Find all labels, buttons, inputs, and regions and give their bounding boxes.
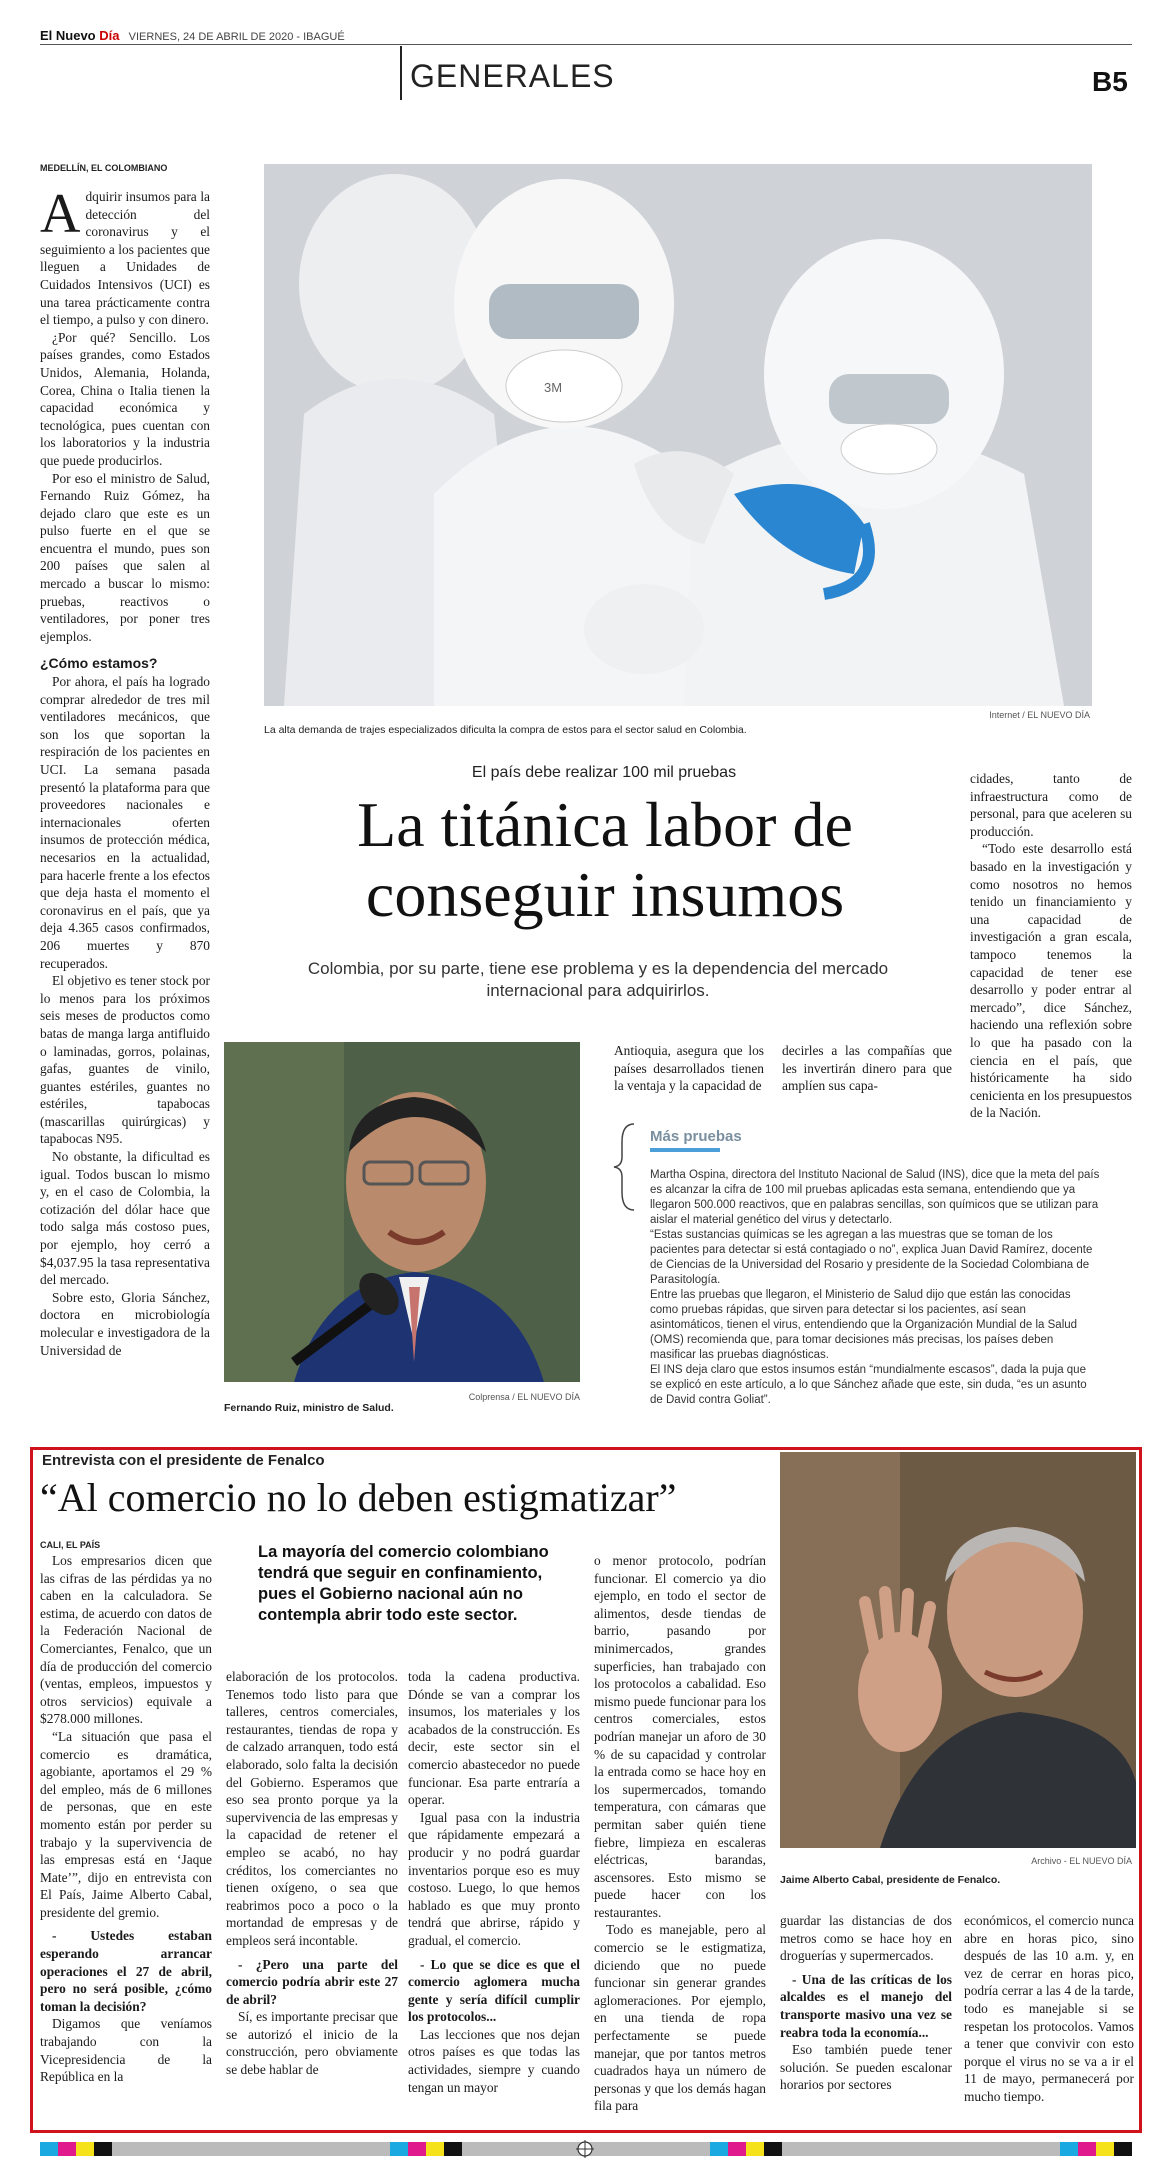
color-swatch xyxy=(728,2142,746,2156)
question: - Una de las críticas de los alcaldes es el manejo del transporte masivo una vez se reabra toda la economía... xyxy=(780,1971,952,2040)
photo-credit: Internet / EL NUEVO DÍA xyxy=(989,710,1090,720)
sidebar-box-text xyxy=(650,1168,1100,1418)
issue-date: VIERNES, 24 DE ABRIL DE 2020 - IBAGUÉ xyxy=(128,31,345,43)
photo-caption: La alta demanda de trajes especializados dificulta la compra de estos para el sector salud en Colombia. xyxy=(264,724,747,736)
paragraph: Por ahora, el país ha logrado comprar alrededor de tres mil ventiladores mecánicos, que son los que soportan la respiración de los pacientes en UCI. La semana pasada presentó la plataforma para que proveedores nacionales e internacionales oferten insumos de protección médica, necesarios en la actualidad, para hacerle frente a los efectos que deja hasta el momento el coronavirus en el país, que ya deja 4.365 casos confirmados, 206 muertes y 870 recuperados. xyxy=(40,674,210,971)
top-rule xyxy=(40,44,1132,45)
newspaper-logo: El Nuevo Día xyxy=(40,28,120,43)
interview-dateline: CALI, EL PAÍS xyxy=(40,1540,101,1550)
interview-photo-caption: Jaime Alberto Cabal, presidente de Fenalco. xyxy=(780,1874,1001,1886)
box-paragraph: “Estas sustancias químicas se les agregan a las muestras que se toman de los pacientes para detectar si está contagiado o no”, explica Juan David Ramírez, docente de Ciencias de la Universidad del Rosario y presidente de la Sociedad Colombiana de Parasitología. xyxy=(650,1229,1093,1286)
section-divider xyxy=(400,46,402,100)
color-swatch xyxy=(426,2142,444,2156)
box-paragraph: Entre las pruebas que llegaron, el Ministerio de Salud dijo que están las conocidas como pruebas rápidas, que sirven para detectar si los pacientes, así sean asintomáticos, tienen el virus, entendiendo que la Organización Mundial de la Salud (OMS) recomienda que, para tomar decisiones más precisas, los países deben masificar las pruebas diagnósticas. xyxy=(650,1289,1078,1361)
minister-credit: Colprensa / EL NUEVO DÍA xyxy=(468,1392,580,1402)
box-paragraph: Martha Ospina, directora del Instituto Nacional de Salud (INS), dice que la meta del país es alcanzar la cifra de 100 mil pruebas aplicadas esta semana, entendiendo que ya llegaron 500.000 reactivos, que en palabras sencillas, son químicos que se utilizan para aislar el material genético del virus y detectarlo. xyxy=(650,1169,1100,1226)
interview-column-3 xyxy=(408,1668,580,2120)
paragraph: Sobre esto, Gloria Sánchez, doctora en microbiología molecular e investigadora de la Universidad de xyxy=(40,1289,210,1358)
color-swatch xyxy=(94,2142,112,2156)
color-swatch xyxy=(710,2142,728,2156)
color-swatch xyxy=(1060,2142,1078,2156)
paragraph: dquirir insumos para la detección del coronavirus y el seguimiento a los pacientes que lleguen a Unidades de Cuidados Intensivos (UCI) es una tarea prácticamente contra el tiempo, a pulso y con dinero. xyxy=(40,189,210,328)
color-swatch xyxy=(76,2142,94,2156)
box-title-underline xyxy=(650,1148,720,1152)
svg-text:3M: 3M xyxy=(544,380,563,395)
deck: Colombia, por su parte, tiene ese problema y es la dependencia del mercado internacional para adquirirlos. xyxy=(307,959,889,1000)
color-swatch xyxy=(1078,2142,1096,2156)
paragraph: El objetivo es tener stock por lo menos para los próximos seis meses de productos como batas de manga larga antifluido o laminadas, gorros, polainas, gafas, guantes de vinilo, guantes estériles, guantes no estériles, tapabocas (mascarillas quirúrgicas) y tapabocas N95. xyxy=(40,973,210,1147)
paragraph: No obstante, la dificultad es igual. Todos buscan lo mismo y, en el caso de Colombia, la cotización del dólar hace que todo salga más costoso pues, por ejemplo, hoy cerró a $4,037.95 la tasa representativa del mercado. xyxy=(40,1149,210,1288)
page-number: B5 xyxy=(1092,66,1128,97)
question: - Lo que se dice es que el comercio aglomera mucha gente y sería difícil cumplir los protocolos... xyxy=(408,1956,580,2025)
article-column-mid-a: Antioquia, asegura que los países desarrollados tienen la ventaja y la capacidad de xyxy=(614,1043,764,1094)
paragraph: guardar las distancias de dos metros como se hace hoy en droguerías y supermercados. xyxy=(780,1913,952,1964)
paragraph: Sí, es importante precisar que se autorizó el inicio de la construcción, pero obviamente se debe hablar de xyxy=(226,2009,398,2078)
headline xyxy=(240,790,970,930)
bracket-icon xyxy=(612,1122,642,1212)
question: - Ustedes estaban esperando arrancar operaciones el 27 de abril, pero no será posible, ¿cómo toman la decisión? xyxy=(40,1928,212,2014)
paragraph: ¿Por qué? Sencillo. Los países grandes, como Estados Unidos, Alemania, Holanda, Corea, China o Italia tienen la capacidad económica y tecnológica, pues cuentan con los laboratorios y la industria que puede producirlos. xyxy=(40,329,210,468)
minister-photo xyxy=(224,1042,580,1382)
subheading: ¿Cómo estamos? xyxy=(40,655,158,672)
color-swatch xyxy=(746,2142,764,2156)
protective-suits-image xyxy=(264,164,1092,706)
box-title: Más pruebas xyxy=(650,1128,742,1145)
color-swatch xyxy=(1114,2142,1132,2156)
article-column-right xyxy=(970,770,1132,1121)
main-photo xyxy=(264,164,1092,706)
interview-title: “Al comercio no lo deben estigmatizar” xyxy=(40,1475,677,1520)
registration-mark-icon xyxy=(576,2140,594,2158)
paragraph: Eso también puede tener solución. Se pueden escalonar horarios por sectores xyxy=(780,2042,952,2093)
drop-cap: A xyxy=(40,183,81,245)
paragraph: toda la cadena productiva. Dónde se van a comprar los insumos, los materiales y los acabados de la construcción. Es decir, este sector sin el comercio abastecedor no puede funcionar. Esa parte entraría a operar. xyxy=(408,1669,580,1808)
paragraph: Los empresarios dicen que las cifras de las pérdidas ya no caben en la calculadora. Se estima, de acuerdo con datos de la Federación Nacional de Comerciantes, Fenalco, que un día de producción del comercio (ventas, empleos, impuestos y otros servicios) equivale a $278.000 millones. xyxy=(40,1553,212,1727)
interview-column-6: económicos, el comercio nunca abre en horas pico, sino después de las 10 a.m. y, en vez de cerrar en horas pico, podría cerrar a las 4 de la tarde, todo es manejable si se respetan los protocolos. Vamos a tener que convivir con esto porque el virus no se va a ir el 11 de mayo, permanecerá por mucho tiempo. xyxy=(964,1913,1134,2104)
color-swatch xyxy=(40,2142,58,2156)
minister-portrait-image xyxy=(224,1042,580,1382)
section-title: GENERALES xyxy=(410,58,615,94)
paragraph: o menor protocolo, podrían funcionar. El comercio ya dio ejemplo, en todo el sector de alimentos, desde tiendas de barrio, pasando por minimercados, grandes superficies, han trabajado con los protocolos a cabalidad. Eso mismo puede funcionar para los centros comerciales, estos podrían manejar un aforo de 30 % de su capacidad y controlar la entrada como se hace hoy en los supermercados, tomando temperatura, con cámaras que permitan saber quién tiene fiebre, limpieza en escaleras eléctricas, barandas, ascensores. Esto mismo se puede hacer con los restaurantes. xyxy=(594,1553,766,1920)
paragraph: Por eso el ministro de Salud, Fernando Ruiz Gómez, ha dejado claro que este es un pulso fuerte en el que se encuentra el mundo, pues son 200 países que salen al mercado a buscar lo mismo: pruebas, reactivos o ventiladores, por poner tres ejemplos. xyxy=(40,470,210,644)
color-swatch xyxy=(444,2142,462,2156)
color-swatch xyxy=(764,2142,782,2156)
paragraph: elaboración de los protocolos. Tenemos todo listo para que talleres, centros comerciales, restaurantes, tiendas de ropa y de calzado arranquen, todo está elaborado, solo falta la decisión del Gobierno. Esperamos que eso sea pronto porque ya la supervivencia de las empresas y la capacidad de retener el empleo se acabó, no hay créditos, los comerciantes no tienen oxígeno, o sea que reabrimos poco a poco o la mortandad de empresas y de empleos será incontable. xyxy=(226,1669,398,1948)
paragraph: cidades, tanto de infraestructura como de personal, para que aceleren su producción. xyxy=(970,771,1132,839)
minister-caption: Fernando Ruiz, ministro de Salud. xyxy=(224,1402,394,1414)
headline-line: conseguir insumos xyxy=(365,859,845,930)
kicker: El país debe realizar 100 mil pruebas xyxy=(471,764,737,781)
interview-photo xyxy=(780,1452,1136,1848)
color-swatch xyxy=(390,2142,408,2156)
interview-photo-credit: Archivo - EL NUEVO DÍA xyxy=(1031,1856,1132,1866)
dateline: MEDELLÍN, EL COLOMBIANO xyxy=(40,163,168,173)
interview-column-4 xyxy=(594,1552,766,2122)
article-column-1 xyxy=(40,183,210,1420)
color-swatch xyxy=(58,2142,76,2156)
paragraph: Todo es manejable, pero al comercio se le estigmatiza, diciendo que no puede funcionar sin generar grandes aglomeraciones. Por ejemplo, en una tienda de ropa perfectamente se puede manejar, que por tantos metros cuadrados haya un número de personas y que los demás hagan fila para xyxy=(594,1922,766,2114)
interview-header: Entrevista con el presidente de Fenalco xyxy=(42,1452,325,1469)
interview-column-5 xyxy=(780,1912,952,2120)
paragraph: Igual pasa con la industria que rápidamente empezará a producir y no podrá guardar inventarios porque eso es muy costoso. Luego, lo que hemos hablado es que muy pronto tendrá que abrirse, rápido y gradual, el comercio. xyxy=(408,1809,580,1948)
interviewee-portrait-image xyxy=(780,1452,1136,1848)
paragraph: Las lecciones que nos dejan otros países es que todas las actividades, siempre y cuando tengan un mayor xyxy=(408,2026,580,2095)
headline-line: La titánica labor de xyxy=(357,789,853,860)
paragraph: “La situación que pasa el comercio es dramática, agobiante, aportamos el 29 % del empleo, más de 6 millones de personas, que en este momento están por perder su trabajo y la supervivencia de las empresas está en ‘Jaque Mate’”, dijo en entrevista con El País, Jaime Alberto Cabal, presidente del gremio. xyxy=(40,1728,212,1920)
interview-column-2 xyxy=(226,1668,398,2120)
paragraph: “Todo este desarrollo está basado en la investigación y como nosotros no hemos tenido un financiamiento y una capacidad de investigación a gran escala, tampoco tenemos la capacidad de tener ese desarrollo y poder entrar al mercado”, dice Sánchez, haciendo una reflexión sobre lo que ha pasado con la ciencia en el país, que históricamente ha sido cenicienta en los presupuestos de la Nación. xyxy=(970,841,1132,1121)
color-swatch xyxy=(1096,2142,1114,2156)
box-paragraph: El INS deja claro que estos insumos están “mundialmente escasos”, dada la puja que se explicó en este artículo, a lo que Sánchez añade que este, sin duda, “es un asunto de David contra Goliat”. xyxy=(650,1364,1087,1406)
interview-lead: La mayoría del comercio colombiano tendrá que seguir en confinamiento, pues el Gobierno nacional aún no contempla abrir todo este sector. xyxy=(258,1543,549,1624)
article-column-mid-b: decirles a las compañías que les invertirán dinero para que amplíen sus capa- xyxy=(782,1043,952,1094)
color-swatch xyxy=(408,2142,426,2156)
question: - ¿Pero una parte del comercio podría abrir este 27 de abril? xyxy=(226,1956,398,2007)
interview-column-1 xyxy=(40,1552,212,2122)
paragraph: Digamos que veníamos trabajando con la Vicepresidencia de la República en la xyxy=(40,2016,212,2085)
